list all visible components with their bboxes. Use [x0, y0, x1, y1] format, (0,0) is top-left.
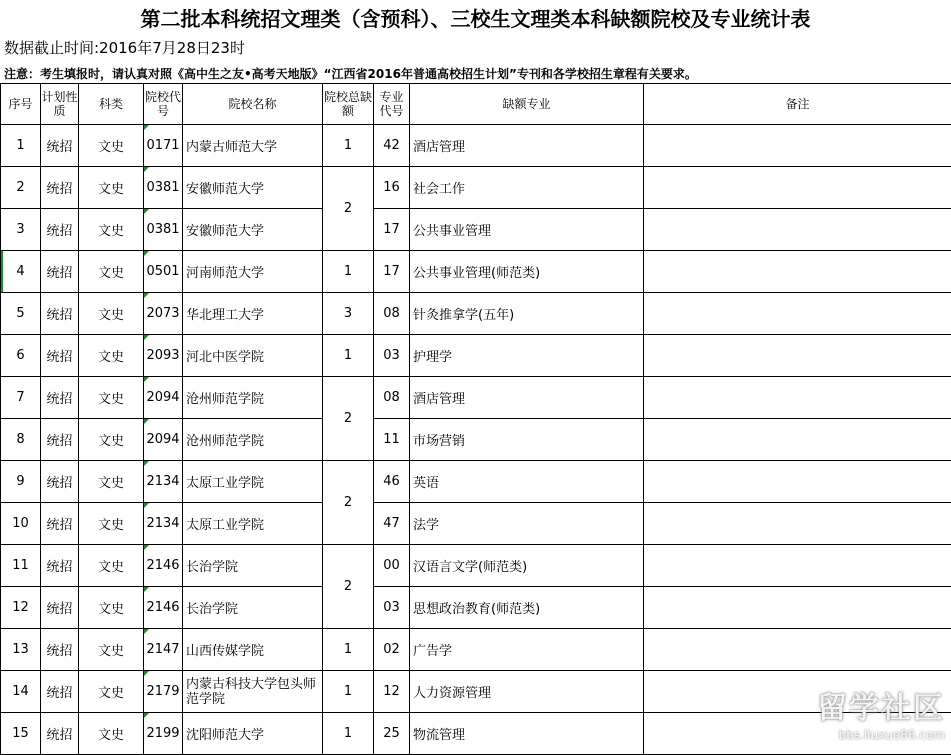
cell-major-code[interactable]: 11	[374, 419, 410, 461]
cell-plan[interactable]: 统招	[41, 587, 79, 629]
cell-school-name[interactable]: 华北理工大学	[183, 293, 323, 335]
header-seq[interactable]: 序号	[1, 84, 41, 125]
cell-seq[interactable]: 15	[1, 713, 41, 755]
cell-school-code[interactable]: 2146	[144, 587, 183, 629]
cell-school-total[interactable]: 2	[323, 167, 374, 251]
cell-school-total[interactable]: 1	[323, 629, 374, 671]
cell-major-code[interactable]: 00	[374, 545, 410, 587]
header-row	[1, 84, 951, 125]
cell-major-code[interactable]: 03	[374, 587, 410, 629]
cell-remark[interactable]	[644, 629, 951, 671]
cell-major[interactable]: 社会工作	[410, 167, 644, 209]
cell-plan[interactable]: 统招	[41, 713, 79, 755]
cell-seq[interactable]: 1	[1, 125, 41, 167]
cell-school-code[interactable]: 2094	[144, 377, 183, 419]
table-row	[1, 251, 951, 293]
cell-seq[interactable]: 5	[1, 293, 41, 335]
cell-seq[interactable]: 7	[1, 377, 41, 419]
cell-subject[interactable]: 文史	[79, 335, 144, 377]
table-row	[1, 167, 951, 209]
cell-school-code[interactable]: 2146	[144, 545, 183, 587]
cell-plan[interactable]: 统招	[41, 209, 79, 251]
cell-plan[interactable]: 统招	[41, 461, 79, 503]
cell-major-code[interactable]: 16	[374, 167, 410, 209]
table-title: 第二批本科统招文理类（含预科）、三校生文理类本科缺额院校及专业统计表	[0, 4, 951, 34]
cell-subject[interactable]: 文史	[79, 209, 144, 251]
cell-plan[interactable]: 统招	[41, 251, 79, 293]
cell-school-code[interactable]: 2179	[144, 671, 183, 713]
cell-school-total[interactable]: 2	[323, 377, 374, 461]
header-school-total[interactable]: 院校总缺额	[323, 84, 374, 125]
cell-school-name[interactable]: 安徽师范大学	[183, 167, 323, 209]
cell-seq[interactable]: 11	[1, 545, 41, 587]
cell-remark[interactable]	[644, 209, 951, 251]
cell-major-code[interactable]: 46	[374, 461, 410, 503]
cell-seq[interactable]: 8	[1, 419, 41, 461]
cell-seq[interactable]: 12	[1, 587, 41, 629]
cell-school-name[interactable]: 沈阳师范大学	[183, 713, 323, 755]
notice-text: 注意：考生填报时，请认真对照《高中生之友•高考天地版》“江西省2016年普通高校招生计划”专刊和各学校招生章程有关要求。	[4, 64, 950, 84]
cell-major[interactable]: 酒店管理	[410, 125, 644, 167]
cell-school-name[interactable]: 安徽师范大学	[183, 209, 323, 251]
header-school-code[interactable]: 院校代号	[144, 84, 183, 125]
cell-subject[interactable]: 文史	[79, 167, 144, 209]
cell-school-name[interactable]: 沧州师范学院	[183, 419, 323, 461]
cell-seq[interactable]: 4	[1, 251, 41, 293]
cell-school-name[interactable]: 长治学院	[183, 545, 323, 587]
cell-major[interactable]: 护理学	[410, 335, 644, 377]
cell-school-total[interactable]: 2	[323, 545, 374, 629]
cell-major[interactable]: 物流管理	[410, 713, 644, 755]
cell-school-code[interactable]: 2094	[144, 419, 183, 461]
cell-school-name[interactable]: 内蒙古师范大学	[183, 125, 323, 167]
cell-subject[interactable]: 文史	[79, 713, 144, 755]
header-plan-type[interactable]: 计划性质	[41, 84, 79, 125]
cell-subject[interactable]: 文史	[79, 503, 144, 545]
cell-plan[interactable]: 统招	[41, 293, 79, 335]
cell-major-code[interactable]: 03	[374, 335, 410, 377]
cell-major[interactable]: 针灸推拿学(五年)	[410, 293, 644, 335]
cell-remark[interactable]	[644, 503, 951, 545]
cell-seq[interactable]: 10	[1, 503, 41, 545]
cell-school-total[interactable]: 1	[323, 713, 374, 755]
cell-subject[interactable]: 文史	[79, 251, 144, 293]
table-row	[1, 629, 951, 671]
cell-major-code[interactable]: 47	[374, 503, 410, 545]
cell-school-name[interactable]: 太原工业学院	[183, 503, 323, 545]
cell-major[interactable]: 思想政治教育(师范类)	[410, 587, 644, 629]
cell-school-total[interactable]: 1	[323, 251, 374, 293]
cell-major-code[interactable]: 25	[374, 713, 410, 755]
cell-subject[interactable]: 文史	[79, 293, 144, 335]
cell-school-name[interactable]: 长治学院	[183, 587, 323, 629]
cell-remark[interactable]	[644, 335, 951, 377]
cell-plan[interactable]: 统招	[41, 629, 79, 671]
cell-plan[interactable]: 统招	[41, 671, 79, 713]
cell-plan[interactable]: 统招	[41, 503, 79, 545]
cell-plan[interactable]: 统招	[41, 545, 79, 587]
cell-major[interactable]: 广告学	[410, 629, 644, 671]
table-row	[1, 209, 951, 251]
cell-remark[interactable]	[644, 587, 951, 629]
cell-plan[interactable]: 统招	[41, 377, 79, 419]
table-row	[1, 335, 951, 377]
cell-major[interactable]: 英语	[410, 461, 644, 503]
header-remark[interactable]: 备注	[644, 84, 951, 125]
cell-major[interactable]: 市场营销	[410, 419, 644, 461]
cell-remark[interactable]	[644, 545, 951, 587]
cell-school-name[interactable]: 山西传媒学院	[183, 629, 323, 671]
header-school-name[interactable]: 院校名称	[183, 84, 323, 125]
cell-seq[interactable]: 13	[1, 629, 41, 671]
cell-school-name[interactable]: 河北中医学院	[183, 335, 323, 377]
cell-subject[interactable]: 文史	[79, 377, 144, 419]
cell-major[interactable]: 法学	[410, 503, 644, 545]
cell-school-code[interactable]: 2134	[144, 503, 183, 545]
cell-subject[interactable]: 文史	[79, 125, 144, 167]
cell-school-total[interactable]: 2	[323, 461, 374, 545]
cell-subject[interactable]: 文史	[79, 461, 144, 503]
cell-seq[interactable]: 3	[1, 209, 41, 251]
cell-major-code[interactable]: 08	[374, 377, 410, 419]
cell-major-code[interactable]: 08	[374, 293, 410, 335]
header-major[interactable]: 缺额专业	[410, 84, 644, 125]
cell-remark[interactable]	[644, 419, 951, 461]
cell-major[interactable]: 汉语言文学(师范类)	[410, 545, 644, 587]
cell-plan[interactable]: 统招	[41, 419, 79, 461]
cell-major-code[interactable]: 12	[374, 671, 410, 713]
data-deadline: 数据截止时间:2016年7月28日23时	[4, 37, 245, 59]
cell-school-code[interactable]: 2093	[144, 335, 183, 377]
cell-subject[interactable]: 文史	[79, 419, 144, 461]
cell-major[interactable]: 公共事业管理(师范类)	[410, 251, 644, 293]
cell-major-code[interactable]: 17	[374, 251, 410, 293]
table-row	[1, 419, 951, 461]
cell-remark[interactable]	[644, 125, 951, 167]
cell-seq[interactable]: 2	[1, 167, 41, 209]
cell-subject[interactable]: 文史	[79, 629, 144, 671]
table-row	[1, 503, 951, 545]
table-row	[1, 545, 951, 587]
header-subject[interactable]: 科类	[79, 84, 144, 125]
table-row	[1, 461, 951, 503]
cell-remark[interactable]	[644, 293, 951, 335]
cell-school-code[interactable]: 0501	[144, 251, 183, 293]
header-major-code[interactable]: 专业代号	[374, 84, 410, 125]
cell-plan[interactable]: 统招	[41, 125, 79, 167]
site-watermark	[775, 691, 945, 751]
cell-seq[interactable]: 14	[1, 671, 41, 713]
cell-major-code[interactable]: 42	[374, 125, 410, 167]
cell-school-total[interactable]: 1	[323, 125, 374, 167]
cell-school-name[interactable]: 太原工业学院	[183, 461, 323, 503]
cell-subject[interactable]: 文史	[79, 545, 144, 587]
cell-school-name[interactable]: 内蒙古科技大学包头师范学院	[183, 671, 323, 713]
cell-school-code[interactable]: 2134	[144, 461, 183, 503]
cell-school-name[interactable]: 河南师范大学	[183, 251, 323, 293]
cell-seq[interactable]: 9	[1, 461, 41, 503]
cell-school-total[interactable]: 3	[323, 293, 374, 335]
cell-school-total[interactable]: 1	[323, 335, 374, 377]
cell-major[interactable]: 公共事业管理	[410, 209, 644, 251]
table-row	[1, 125, 951, 167]
cell-major[interactable]: 人力资源管理	[410, 671, 644, 713]
cell-school-code[interactable]: 2073	[144, 293, 183, 335]
cell-school-code[interactable]: 0381	[144, 209, 183, 251]
cell-remark[interactable]	[644, 167, 951, 209]
cell-subject[interactable]: 文史	[79, 587, 144, 629]
table-row	[1, 377, 951, 419]
cell-remark[interactable]	[644, 377, 951, 419]
cell-school-code[interactable]: 0381	[144, 167, 183, 209]
cell-plan[interactable]: 统招	[41, 335, 79, 377]
cell-major[interactable]: 酒店管理	[410, 377, 644, 419]
cell-remark[interactable]	[644, 461, 951, 503]
cell-school-total[interactable]: 1	[323, 671, 374, 713]
cell-subject[interactable]: 文史	[79, 671, 144, 713]
cell-major-code[interactable]: 02	[374, 629, 410, 671]
cell-school-name[interactable]: 沧州师范学院	[183, 377, 323, 419]
cell-plan[interactable]: 统招	[41, 167, 79, 209]
cell-remark[interactable]	[644, 251, 951, 293]
table-row	[1, 587, 951, 629]
cell-school-code[interactable]: 2199	[144, 713, 183, 755]
table-row	[1, 293, 951, 335]
cell-major-code[interactable]: 17	[374, 209, 410, 251]
vacancy-table	[0, 83, 951, 755]
watermark-logo-text: 留学社区	[775, 691, 945, 727]
cell-seq[interactable]: 6	[1, 335, 41, 377]
cell-school-code[interactable]: 0171	[144, 125, 183, 167]
cell-school-code[interactable]: 2147	[144, 629, 183, 671]
watermark-url: bbs.liuxue86.com	[775, 727, 945, 743]
